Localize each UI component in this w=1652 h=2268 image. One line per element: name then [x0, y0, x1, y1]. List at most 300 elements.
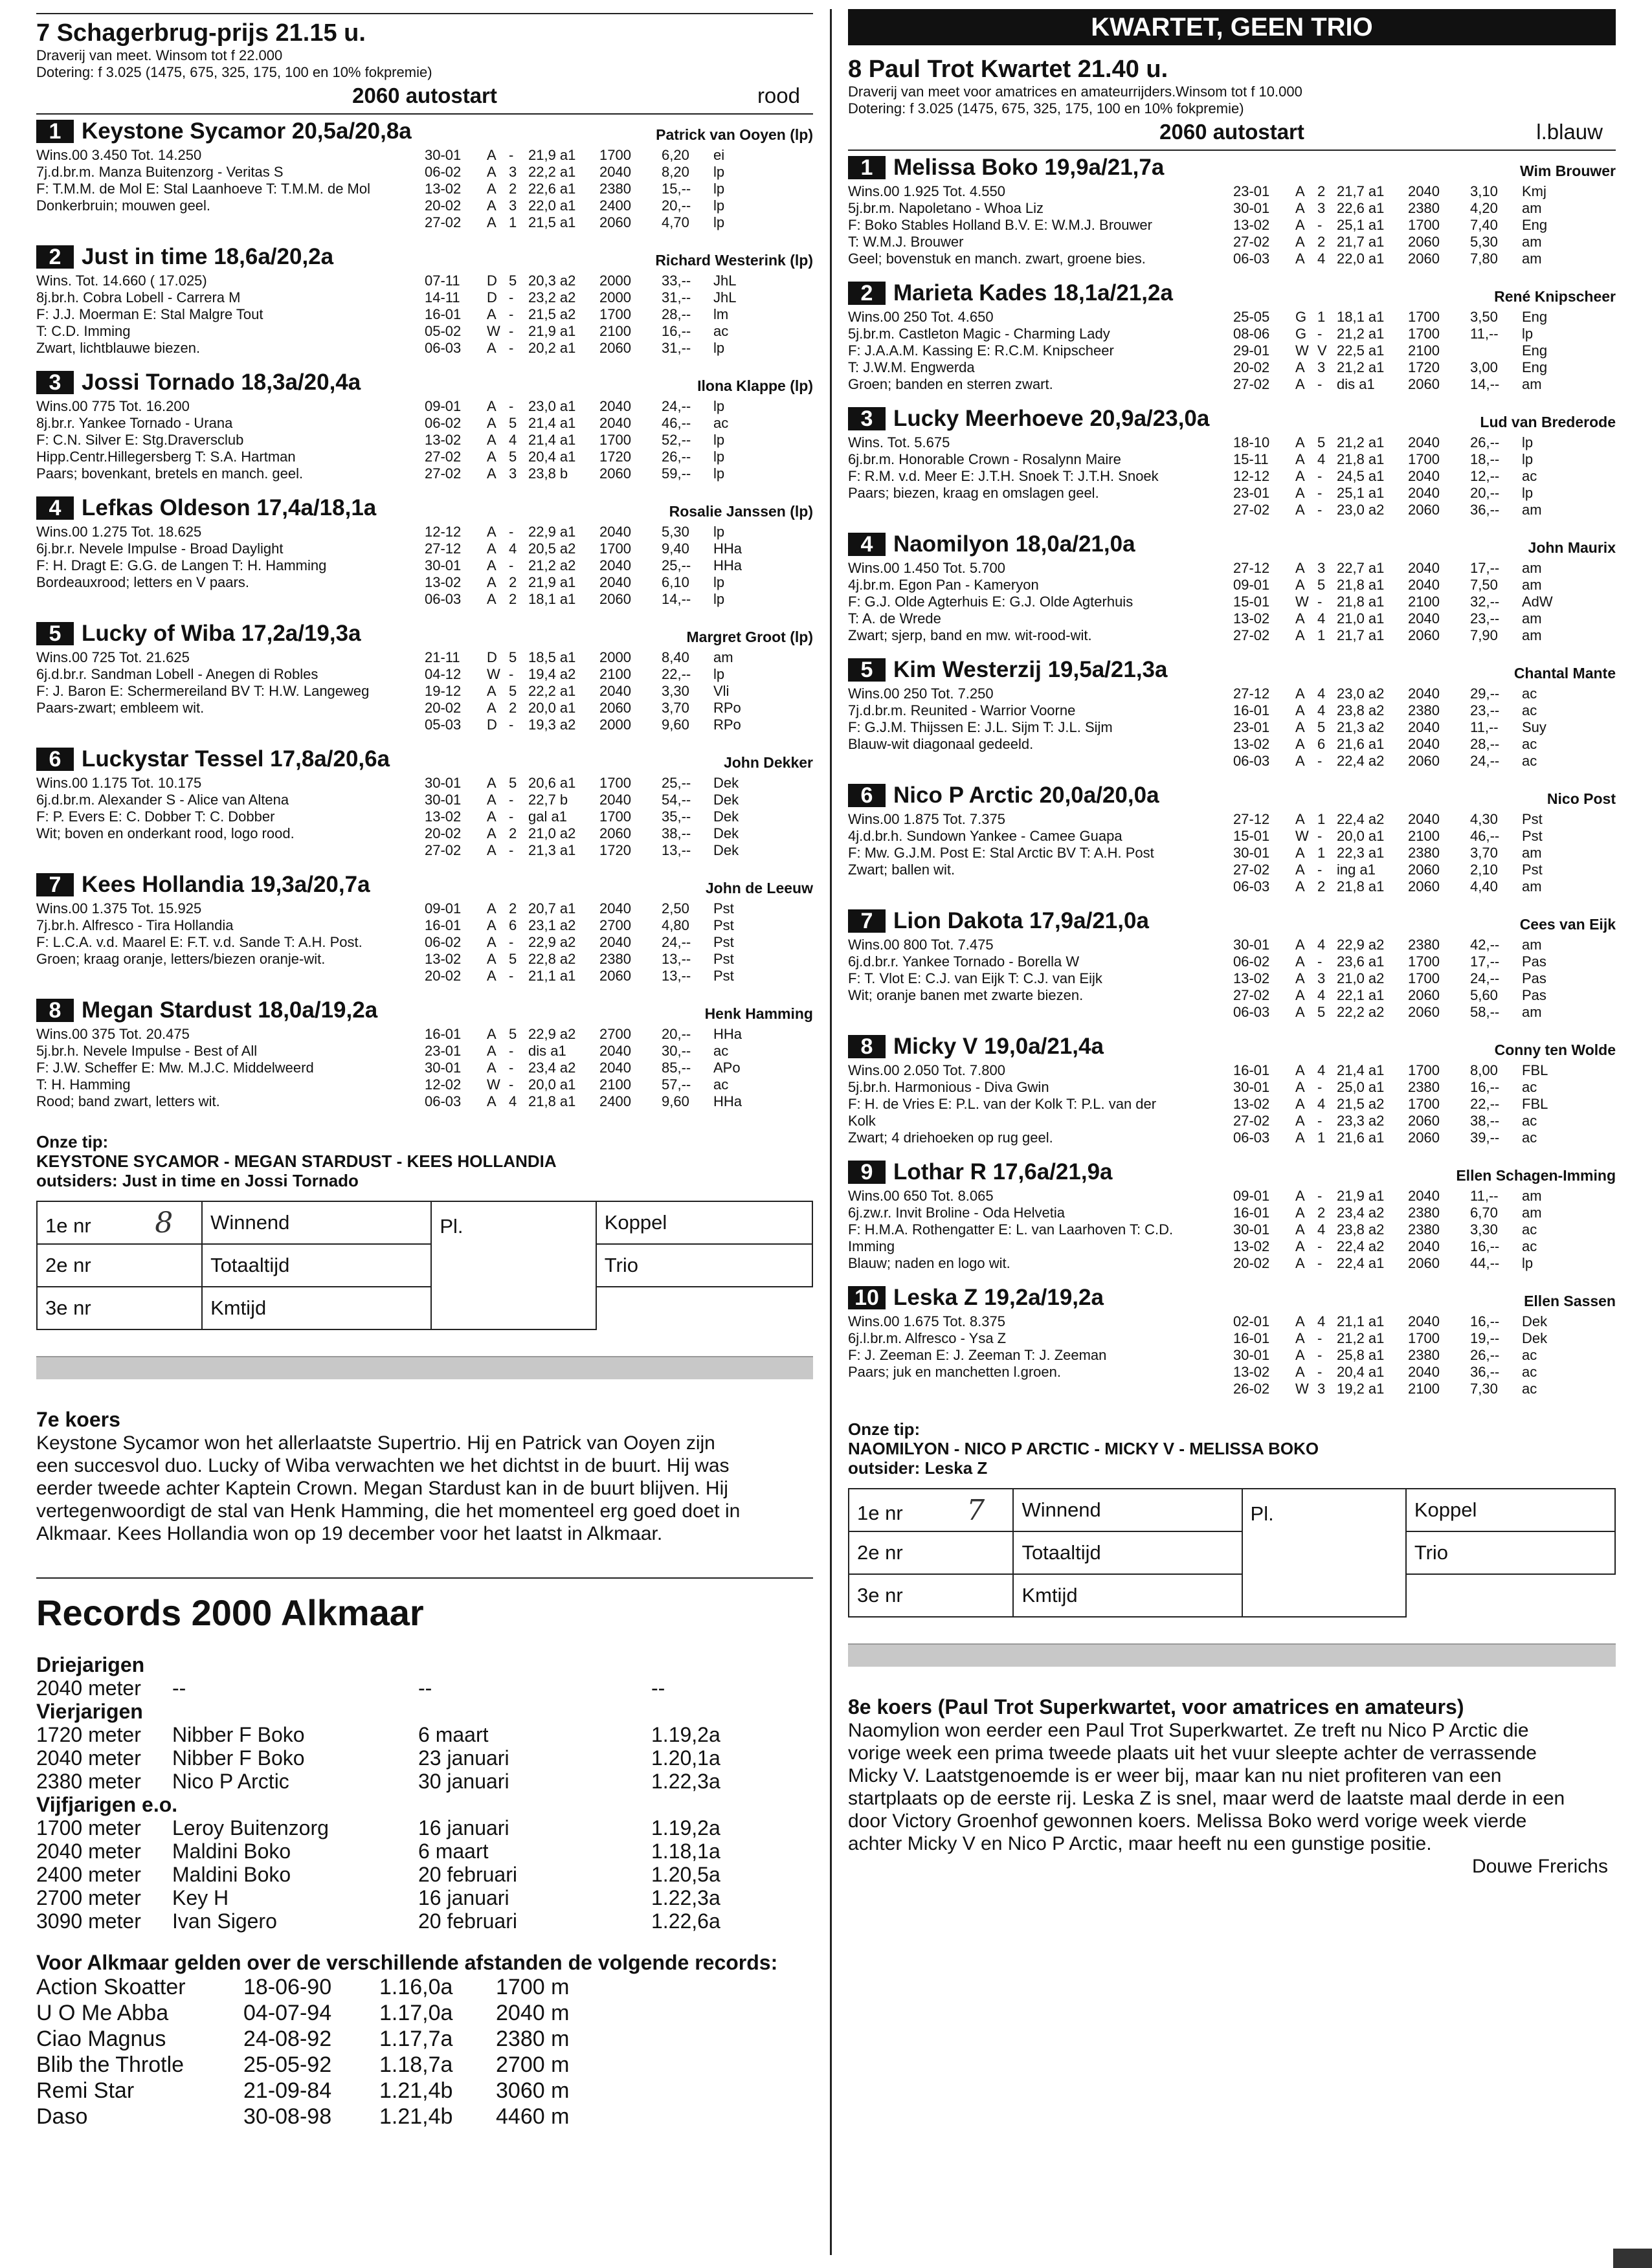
history-cell: -	[509, 147, 514, 163]
history-cell: 21,9 a1	[528, 147, 576, 163]
history-cell: 23,4 a2	[528, 1060, 576, 1076]
history-row	[425, 164, 752, 181]
history-cell: 2060	[1408, 1113, 1440, 1129]
history-cell: 17,--	[1470, 560, 1500, 576]
record-row	[36, 1886, 813, 1909]
history-cell: 2060	[1408, 862, 1440, 878]
history-cell: 16,--	[1470, 1079, 1500, 1095]
history-cell: JhL	[713, 289, 737, 306]
grid-empty	[1406, 1574, 1615, 1617]
history-cell: 23,--	[1470, 610, 1500, 627]
horse-name: Megan Stardust 18,0a/19,2a	[82, 997, 378, 1023]
history-cell: 22,--	[662, 666, 691, 682]
gray-separator	[848, 1643, 1616, 1667]
horse-info	[36, 1026, 425, 1110]
grid-cell[interactable]: Trio	[1406, 1531, 1615, 1574]
history-cell: 18,1 a1	[528, 591, 576, 607]
history-row	[1233, 560, 1561, 577]
history-cell: -	[509, 557, 514, 573]
history-cell: 2060	[1408, 753, 1440, 769]
info-line: 5j.br.h. Nevele Impulse - Best of All	[36, 1043, 258, 1059]
history-cell: 6,10	[662, 574, 689, 590]
history-cell: -	[1317, 502, 1323, 518]
history-cell: 21,5 a1	[528, 214, 576, 230]
history-cell: 8,00	[1470, 1062, 1498, 1078]
history-cell: 21,3 a2	[1337, 719, 1385, 735]
history-row	[425, 306, 752, 323]
race-history	[425, 147, 752, 231]
history-cell: 20-02	[425, 968, 462, 984]
history-cell: 16-01	[425, 1026, 462, 1042]
info-line: F: P. Evers E: C. Dobber T: C. Dobber	[36, 808, 275, 825]
history-cell: 26,--	[1470, 1347, 1500, 1363]
history-cell: 38,--	[1470, 1113, 1500, 1129]
info-line: 6j.zw.r. Invit Broline - Oda Helvetia	[848, 1205, 1066, 1221]
history-cell: -	[1317, 217, 1323, 233]
history-cell: 2040	[599, 415, 631, 431]
history-cell: 24,--	[662, 398, 691, 414]
horse-info	[848, 1313, 1236, 1381]
history-cell: -	[1317, 1364, 1323, 1380]
record-cell: 2400 meter	[36, 1863, 141, 1886]
history-cell: G	[1295, 326, 1307, 342]
info-line: Wins.00 1.175 Tot. 10.175	[36, 775, 202, 791]
history-cell: 30-01	[1233, 1347, 1270, 1363]
horse-header	[36, 495, 813, 524]
info-line: F: H. de Vries E: P.L. van der Kolk T: P.L. van der	[848, 1096, 1157, 1112]
horse-name: Marieta Kades 18,1a/21,2a	[893, 280, 1173, 306]
history-cell: 15-01	[1233, 594, 1270, 610]
history-cell: ac	[1522, 1347, 1537, 1363]
history-cell: 16-01	[425, 917, 462, 933]
info-line: Blauw; naden en logo wit.	[848, 1255, 1010, 1271]
history-cell: A	[1295, 1255, 1305, 1271]
history-cell: 02-01	[1233, 1313, 1270, 1329]
grid-cell[interactable]: Totaaltijd	[1013, 1531, 1242, 1574]
history-cell: A	[487, 842, 497, 858]
history-cell: 2040	[599, 398, 631, 414]
horse-entry	[848, 657, 1616, 783]
info-line: Groen; banden en sterren zwart.	[848, 376, 1053, 392]
history-cell: 27-02	[1233, 627, 1270, 643]
history-cell: 21,0 a1	[1337, 610, 1385, 627]
info-line: Wit; oranje banen met zwarte biezen.	[848, 987, 1084, 1003]
history-row	[1233, 878, 1561, 895]
info-line: F: G.J. Olde Agterhuis E: G.J. Olde Agterhuis	[848, 594, 1133, 610]
history-cell: 23,0 a1	[528, 398, 576, 414]
history-cell: 21,5 a2	[1337, 1096, 1385, 1112]
grid-cell[interactable]: Koppel	[1406, 1489, 1615, 1531]
horse-name: Micky V 19,0a/21,4a	[893, 1034, 1104, 1059]
info-line: Kolk	[848, 1113, 876, 1129]
history-row	[1233, 468, 1561, 485]
history-cell: 2	[509, 574, 517, 590]
history-row	[1233, 200, 1561, 217]
race-7-horses	[36, 113, 813, 1123]
race-history	[1233, 183, 1561, 267]
history-row	[1233, 719, 1561, 736]
info-line: F: L.C.A. v.d. Maarel E: F.T. v.d. Sande T: A.H. Post.	[36, 934, 363, 950]
info-line: Zwart; 4 driehoeken op rug geel.	[848, 1129, 1053, 1146]
history-cell: 21,6 a1	[1337, 736, 1385, 752]
history-cell: 2060	[599, 465, 631, 482]
history-cell: am	[1522, 577, 1542, 593]
horse-info	[848, 1188, 1236, 1272]
info-line: F: H.M.A. Rothengatter E: L. van Laarhoven T: C.D.	[848, 1221, 1174, 1238]
history-cell: A	[487, 934, 497, 950]
history-cell: W	[1295, 342, 1309, 359]
history-cell: A	[1295, 502, 1305, 518]
info-line: Paars-zwart; embleem wit.	[36, 700, 205, 716]
history-row	[1233, 753, 1561, 770]
history-row	[1233, 502, 1561, 518]
history-cell: ei	[713, 147, 725, 163]
history-cell: dis a1	[1337, 376, 1375, 392]
horse-header	[848, 155, 1616, 183]
start-number: 6	[36, 748, 74, 771]
start-number: 2	[36, 245, 74, 269]
grid-cell[interactable]: Kmtijd	[1013, 1574, 1242, 1617]
race-prize: Dotering: f 3.025 (1475, 675, 325, 175, 100 en 10% fokpremie)	[36, 64, 432, 80]
horse-info	[36, 900, 425, 968]
race-distance: 2060 autostart	[352, 83, 497, 107]
alltime-cell: 24-08-92	[243, 2027, 332, 2051]
history-cell: am	[1522, 200, 1542, 216]
record-cell: 2380 meter	[36, 1770, 141, 1793]
grid-cell[interactable]: 2e nr	[849, 1531, 1013, 1574]
history-cell: lp	[713, 432, 725, 448]
alltime-row	[36, 2078, 813, 2104]
history-cell: 06-02	[425, 415, 462, 431]
history-cell: 23,6 a1	[1337, 953, 1385, 970]
history-cell: 2380	[1408, 1221, 1440, 1238]
history-cell: lp	[713, 591, 725, 607]
driver-name: John Dekker	[723, 754, 813, 771]
history-cell: 36,--	[1470, 502, 1500, 518]
grid-cell[interactable]: Kmtijd	[202, 1287, 431, 1329]
history-cell: 27-02	[1233, 987, 1270, 1003]
history-cell: A	[487, 683, 497, 699]
history-row	[1233, 217, 1561, 234]
history-cell: 20,4 a1	[528, 449, 576, 465]
history-cell: A	[487, 449, 497, 465]
history-cell: 08-06	[1233, 326, 1270, 342]
history-row	[1233, 970, 1561, 987]
history-cell: ac	[1522, 1238, 1537, 1254]
history-cell: 20,--	[662, 1026, 691, 1042]
history-cell: 06-02	[1233, 953, 1270, 970]
history-row	[425, 1093, 752, 1110]
record-cell: 2040 meter	[36, 1840, 141, 1863]
grid-cell[interactable]: Koppel	[596, 1201, 812, 1244]
history-cell: lp	[713, 181, 725, 197]
grid-cell[interactable]: Winnend	[1013, 1489, 1242, 1531]
history-cell: A	[1295, 1129, 1305, 1146]
article-line: Alkmaar. Kees Hollandia won op 19 december voor het laatst in Alkmaar.	[36, 1523, 663, 1544]
alltime-row	[36, 2000, 813, 2026]
history-cell: A	[487, 1043, 497, 1059]
history-row	[425, 1076, 752, 1093]
history-cell: 13-02	[1233, 1364, 1270, 1380]
history-cell: lp	[713, 449, 725, 465]
history-cell: 22,4 a2	[1337, 1238, 1385, 1254]
history-cell: am	[1522, 560, 1542, 576]
history-cell: 5,60	[1470, 987, 1498, 1003]
history-cell: -	[509, 717, 514, 733]
history-cell: 2700	[599, 1026, 631, 1042]
history-cell: 3,70	[662, 700, 689, 716]
race-history	[1233, 1188, 1561, 1272]
article-title: 8e koers (Paul Trot Superkwartet, voor amatrices en amateurs)	[848, 1695, 1464, 1718]
horse-header	[36, 621, 813, 649]
history-cell: 2700	[599, 917, 631, 933]
history-row	[1233, 1129, 1561, 1146]
horse-info	[36, 649, 425, 717]
history-cell: 22,4 a2	[1337, 753, 1385, 769]
info-line: Wins.00 250 Tot. 7.250	[848, 685, 994, 702]
history-cell: 2000	[599, 289, 631, 306]
history-cell: 27-12	[1233, 685, 1270, 702]
race-title: 7 Schagerbrug-prijs 21.15 u.	[36, 19, 366, 47]
history-cell: HHa	[713, 1093, 742, 1109]
alltime-cell: 1700 m	[496, 1975, 570, 1999]
record-cell: 1.22,3a	[651, 1886, 720, 1909]
history-cell: 2060	[599, 214, 631, 230]
history-cell: 27-02	[425, 465, 462, 482]
driver-name: Margret Groot (lp)	[686, 628, 813, 645]
history-cell: -	[509, 289, 514, 306]
info-line: Wins.00 775 Tot. 16.200	[36, 398, 190, 414]
record-cell: 16 januari	[418, 1816, 509, 1840]
history-cell: 19,4 a2	[528, 666, 576, 682]
grid-cell[interactable]	[849, 1489, 1013, 1531]
record-row	[36, 1746, 813, 1770]
history-cell: V	[1317, 342, 1327, 359]
start-number: 2	[848, 282, 886, 305]
history-cell: 09-01	[1233, 577, 1270, 593]
history-cell: 4	[509, 540, 517, 557]
history-row	[1233, 434, 1561, 451]
info-line: Imming	[848, 1238, 895, 1254]
history-cell: 2040	[1408, 1313, 1440, 1329]
horse-info	[848, 434, 1236, 502]
history-cell: 1700	[1408, 1330, 1440, 1346]
history-row	[425, 524, 752, 540]
grid-cell[interactable]: Totaaltijd	[202, 1244, 431, 1287]
history-cell: 4,20	[1470, 200, 1498, 216]
history-cell: Pst	[1522, 828, 1543, 844]
history-cell: 2060	[1408, 878, 1440, 895]
horse-name: Leska Z 19,2a/19,2a	[893, 1285, 1104, 1310]
history-row	[425, 683, 752, 700]
history-cell: 06-03	[425, 591, 462, 607]
history-cell: 1	[1317, 309, 1326, 325]
history-cell: A	[487, 792, 497, 808]
info-line: Hipp.Centr.Hillegersberg T: S.A. Hartman	[36, 449, 296, 465]
history-cell: -	[1317, 594, 1323, 610]
alltime-row	[36, 1974, 813, 2000]
history-cell: 18-10	[1233, 434, 1270, 450]
history-cell: A	[487, 415, 497, 431]
history-cell: 7,40	[1470, 217, 1498, 233]
history-cell: 5,30	[1470, 234, 1498, 250]
history-cell: 23-01	[1233, 485, 1270, 501]
horse-info	[848, 183, 1236, 267]
history-row	[425, 432, 752, 449]
horse-header	[848, 657, 1616, 685]
history-row	[1233, 1188, 1561, 1205]
history-cell: am	[1522, 250, 1542, 267]
start-number: 3	[848, 407, 886, 430]
start-number: 1	[848, 156, 886, 179]
history-cell: 30-01	[425, 557, 462, 573]
history-cell: 2	[509, 900, 517, 917]
info-line: F: H. Dragt E: G.G. de Langen T: H. Hamming	[36, 557, 327, 573]
history-cell: D	[487, 649, 497, 665]
history-cell: -	[1317, 468, 1323, 484]
history-cell: 9,40	[662, 540, 689, 557]
history-cell: 21,2 a2	[528, 557, 576, 573]
grid-cell[interactable]: 3e nr	[37, 1287, 202, 1329]
history-cell: 2400	[599, 1093, 631, 1109]
info-line: F: J.W. Scheffer E: Mw. M.J.C. Middelweerd	[36, 1060, 314, 1076]
grid-cell-place[interactable]	[1242, 1489, 1406, 1617]
history-cell: 5	[1317, 434, 1326, 450]
history-cell: 2060	[599, 968, 631, 984]
history-cell: A	[1295, 1313, 1305, 1329]
race-start-row	[36, 83, 813, 113]
info-line: F: T.M.M. de Mol E: Stal Laanhoeve T: T.M.M. de Mol	[36, 181, 370, 197]
history-cell: 21,9 a1	[1337, 1188, 1385, 1204]
history-cell: 04-12	[425, 666, 462, 682]
race-history	[1233, 811, 1561, 895]
history-cell: lp	[1522, 485, 1534, 501]
record-cell: --	[418, 1676, 432, 1700]
info-line: T: H. Hamming	[36, 1076, 131, 1093]
history-cell: 30-01	[425, 1060, 462, 1076]
horse-info	[36, 524, 425, 591]
history-row	[425, 1060, 752, 1076]
history-cell: 18,1 a1	[1337, 309, 1385, 325]
record-row	[36, 1770, 813, 1793]
start-number: 10	[848, 1286, 886, 1309]
info-line: Groen; kraag oranje, letters/biezen oranje-wit.	[36, 951, 326, 967]
grid-cell[interactable]: 3e nr	[849, 1574, 1013, 1617]
race-history	[425, 900, 752, 984]
info-line: Blauw-wit diagonaal gedeeld.	[848, 736, 1034, 752]
history-cell: 30-01	[1233, 937, 1270, 953]
grid-cell[interactable]: 2e nr	[37, 1244, 202, 1287]
history-row	[425, 449, 752, 465]
history-cell: 4	[1317, 250, 1326, 267]
history-cell: -	[1317, 1238, 1323, 1254]
horse-entry	[848, 406, 1616, 531]
history-row	[425, 951, 752, 968]
history-cell: ac	[713, 323, 729, 339]
history-cell: 5	[1317, 577, 1326, 593]
history-cell: 20,0 a1	[528, 1076, 576, 1093]
history-cell: D	[487, 717, 497, 733]
history-cell: 1700	[1408, 326, 1440, 342]
record-cell: 1.22,3a	[651, 1770, 720, 1793]
horse-entry	[36, 997, 813, 1123]
history-cell: ac	[1522, 753, 1537, 769]
driver-name: René Knipscheer	[1494, 288, 1616, 305]
history-cell: 21,4 a1	[1337, 1062, 1385, 1078]
history-cell: 24,--	[1470, 970, 1500, 986]
history-row	[425, 917, 752, 934]
history-cell: 2380	[599, 951, 631, 967]
grid-cell[interactable]	[37, 1201, 202, 1244]
history-cell: 7,30	[1470, 1381, 1498, 1397]
info-line: F: J.A.A.M. Kassing E: R.C.M. Knipscheer	[848, 342, 1114, 359]
history-cell: A	[1295, 1347, 1305, 1363]
history-cell: 3	[509, 465, 517, 482]
history-cell: A	[487, 900, 497, 917]
history-cell: ac	[1522, 1079, 1537, 1095]
race-history	[425, 524, 752, 608]
history-cell: lp	[1522, 326, 1534, 342]
history-cell: 07-11	[425, 272, 460, 289]
history-cell: A	[1295, 451, 1305, 467]
horse-name: Luckystar Tessel 17,8a/20,6a	[82, 746, 390, 772]
history-cell: 2040	[599, 934, 631, 950]
history-cell: A	[487, 164, 497, 180]
info-line: 6j.br.m. Honorable Crown - Rosalynn Maire	[848, 451, 1121, 467]
history-cell: 3	[1317, 970, 1326, 986]
history-cell: 20-02	[1233, 359, 1270, 375]
grid-cell[interactable]: Trio	[596, 1244, 812, 1287]
history-cell: Vli	[713, 683, 730, 699]
history-cell: 1	[1317, 1129, 1326, 1146]
history-row	[425, 272, 752, 289]
record-cell: Ivan Sigero	[172, 1909, 277, 1933]
alltime-table	[36, 1974, 813, 2129]
history-cell: ac	[1522, 1113, 1537, 1129]
history-cell: 21,7 a1	[1337, 627, 1385, 643]
history-cell: 2060	[1408, 1255, 1440, 1271]
record-cell: 23 januari	[418, 1746, 509, 1770]
history-cell: A	[1295, 485, 1305, 501]
history-cell: A	[487, 181, 497, 197]
history-cell: 20,3 a2	[528, 272, 576, 289]
history-cell: 23,8 a2	[1337, 1221, 1385, 1238]
history-cell: A	[487, 147, 497, 163]
race-8-horses	[848, 150, 1616, 1410]
history-cell: 23-01	[425, 1043, 462, 1059]
history-cell: 85,--	[662, 1060, 691, 1076]
history-cell: lp	[713, 197, 725, 214]
info-line: Wins.00 250 Tot. 4.650	[848, 309, 994, 325]
info-line: F: R.M. v.d. Meer E: J.T.H. Snoek T: J.T.H. Snoek	[848, 468, 1159, 484]
history-cell: 20-02	[1233, 1255, 1270, 1271]
grid-cell[interactable]: Winnend	[202, 1201, 431, 1244]
history-cell: 2380	[1408, 937, 1440, 953]
history-cell: 22,9 a2	[528, 934, 576, 950]
history-cell: 12-12	[1233, 468, 1270, 484]
history-cell: 20,5 a2	[528, 540, 576, 557]
tip-label: Onze tip:	[848, 1419, 921, 1439]
history-cell: 6	[509, 917, 517, 933]
history-cell: 6,70	[1470, 1205, 1498, 1221]
grid-cell-place[interactable]	[431, 1201, 596, 1329]
info-line: F: T. Vlot E: C.J. van Eijk T: C.J. van Eijk	[848, 970, 1102, 986]
history-cell: 2040	[1408, 719, 1440, 735]
history-cell: 39,--	[1470, 1129, 1500, 1146]
history-cell: Pst	[713, 934, 734, 950]
history-cell: 3	[1317, 1381, 1326, 1397]
history-cell: 21,2 a1	[1337, 434, 1385, 450]
